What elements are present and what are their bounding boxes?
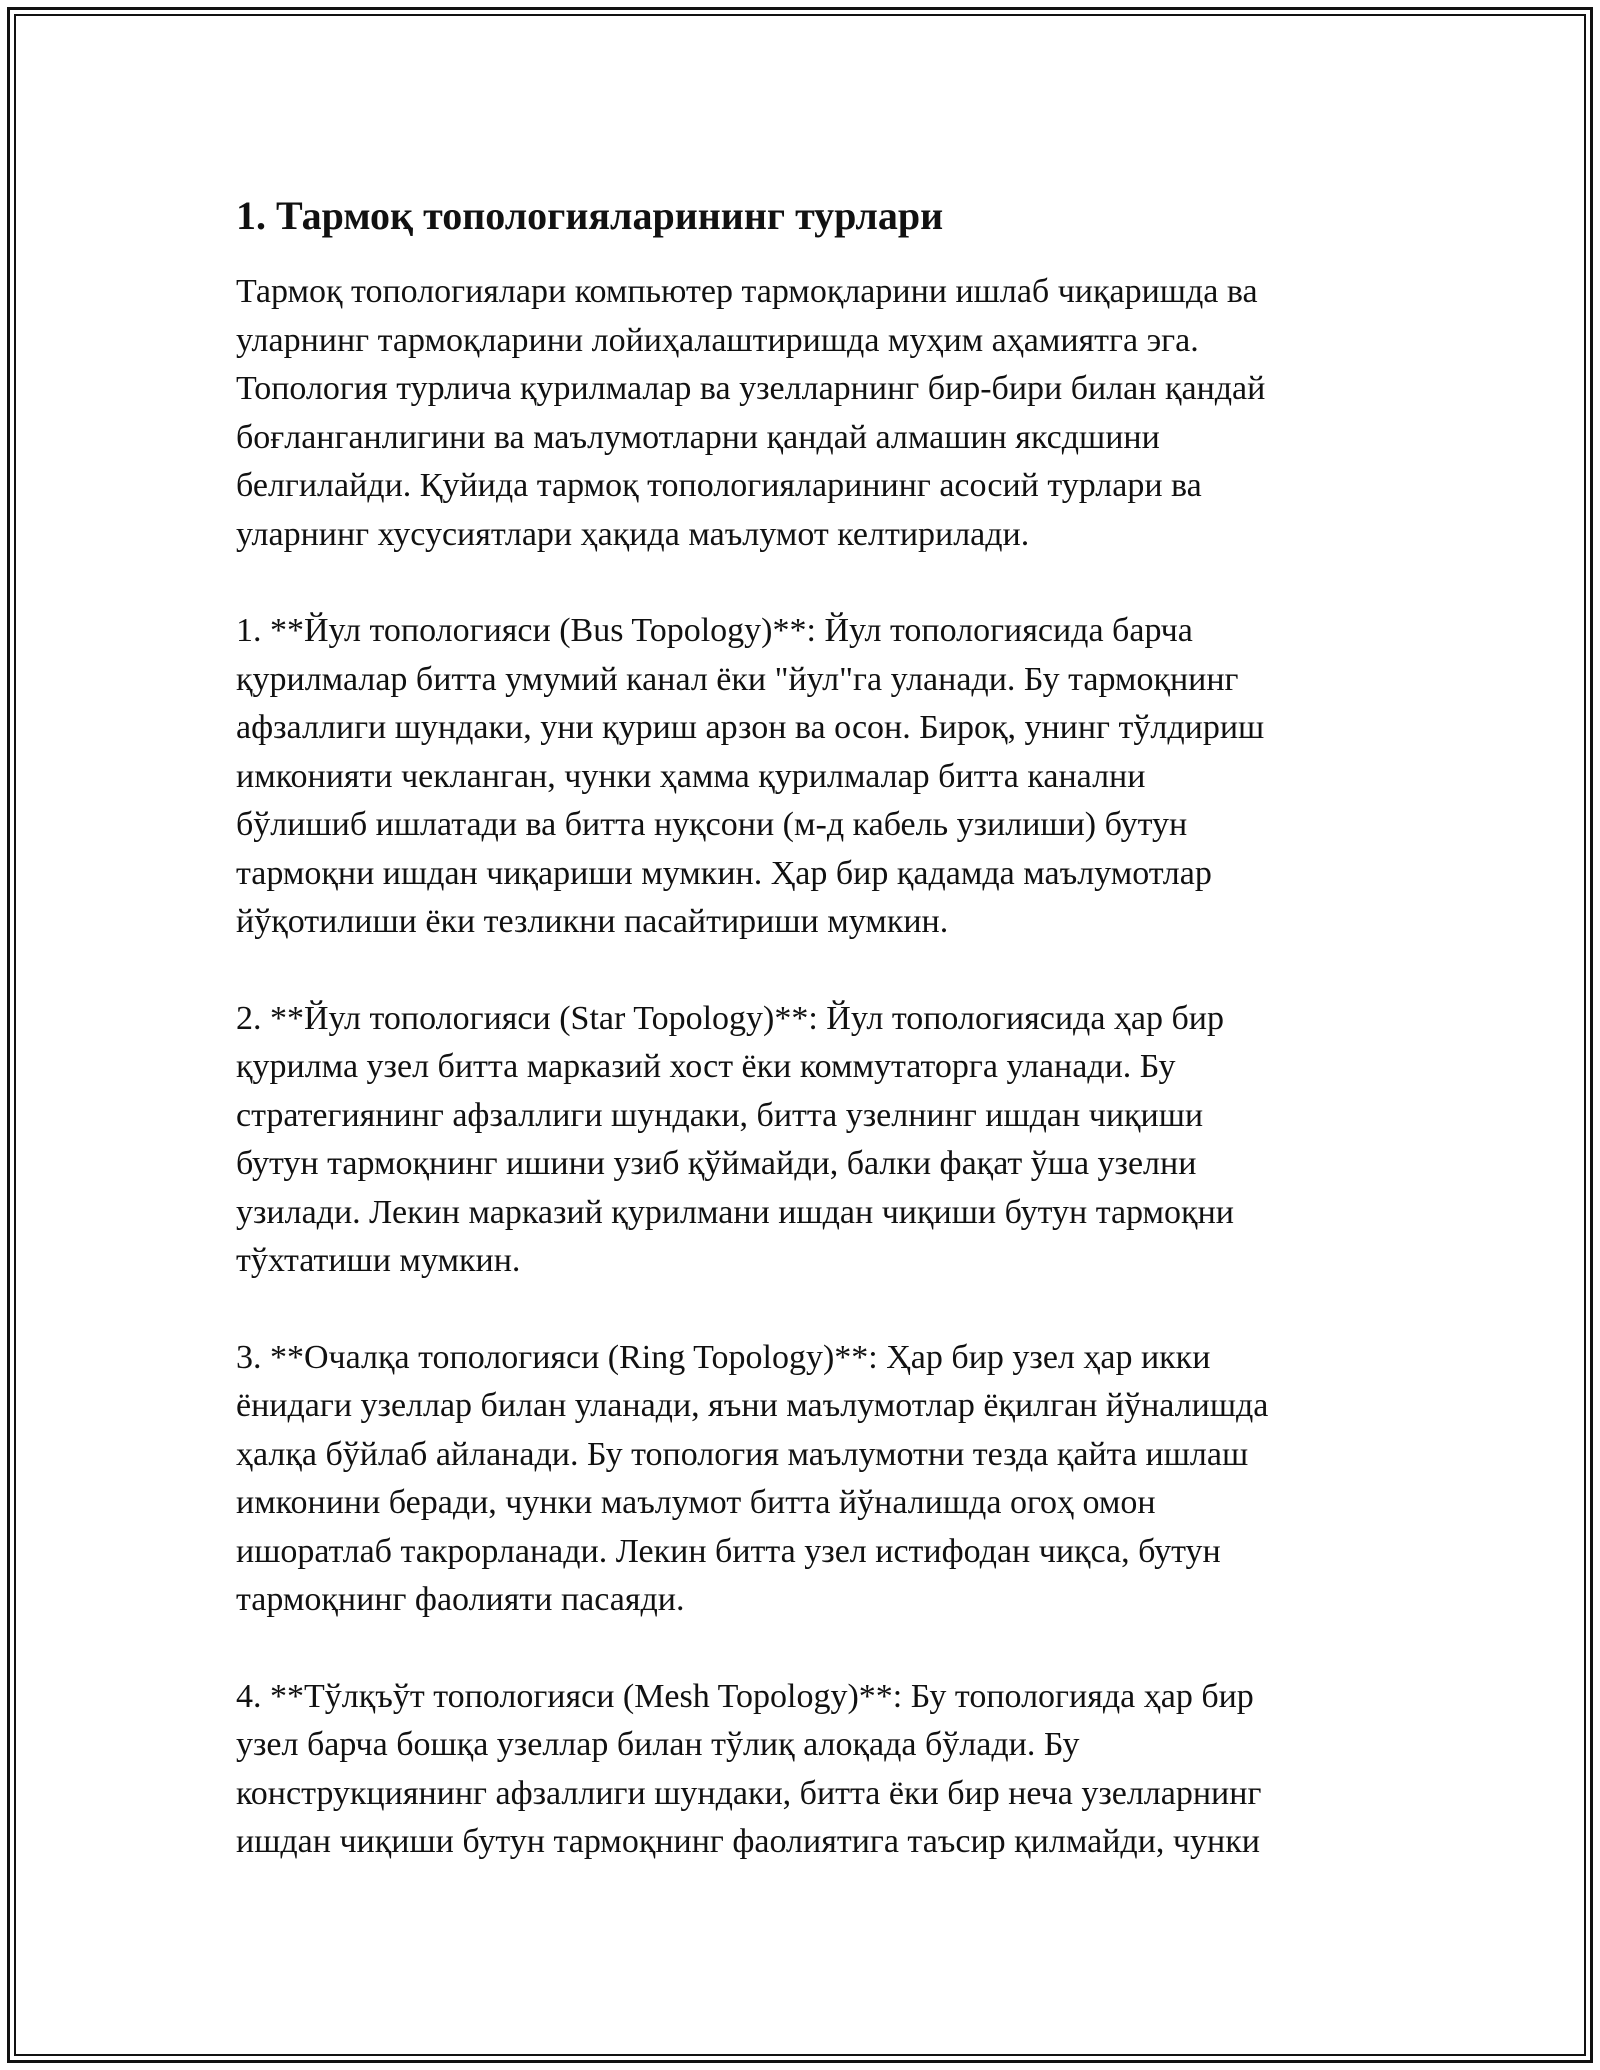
paragraph-line: узел барча бошқа узеллар билан тўлиқ алоқада бўлади. Бу — [236, 1726, 1080, 1763]
paragraph-line: Топология турлича қурилмалар ва узелларнинг бир-бири билан қандай — [236, 370, 1266, 407]
mesh-topology-paragraph — [236, 1673, 1366, 1867]
paragraph-line: ишдан чиқиши бутун тармоқнинг фаолиятига таъсир қилмайди, чунки — [236, 1823, 1260, 1860]
paragraph-line: ёнидаги узеллар билан уланади, яъни маълумотлар ёқилган йўналишда — [236, 1387, 1269, 1424]
paragraph-line: Тармоқ топологиялари компьютер тармоқларини ишлаб чиқаришда ва — [236, 273, 1258, 310]
document-page — [236, 188, 1366, 1915]
paragraph-line: қурилма узел битта марказий хост ёки коммутаторга уланади. Бу — [236, 1048, 1176, 1085]
paragraph-line: бутун тармоқнинг ишини узиб қўймайди, балки фақат ўша узелни — [236, 1145, 1197, 1182]
paragraph-line: боғланганлигини ва маълумотларни қандай алмашин яксдшини — [236, 418, 1160, 456]
paragraph-line: стратегиянинг афзаллиги шундаки, битта узелнинг ишдан чиқиши — [236, 1096, 1204, 1134]
paragraph-line: 4. **Тўлқъўт топологияси (Mesh Topology)**: Бу топологияда ҳар бир — [236, 1677, 1254, 1715]
paragraph-line: белгилайди. Қуйида тармоқ топологияларининг асосий турлари ва — [236, 467, 1202, 504]
paragraph-line: имконияти чекланган, чунки ҳамма қурилмалар битта канални — [236, 757, 1146, 795]
intro-paragraph — [236, 268, 1366, 559]
ring-topology-paragraph — [236, 1334, 1366, 1625]
document-title: 1. Тармоқ топологияларининг турлари — [236, 193, 944, 238]
paragraph-line: конструкциянинг афзаллиги шундаки, битта ёки бир неча узелларнинг — [236, 1774, 1262, 1812]
paragraph-line: афзаллиги шундаки, уни қуриш арзон ва осон. Бироқ, унинг тўлдириш — [236, 709, 1265, 746]
paragraph-line: бўлишиб ишлатади ва битта нуқсони (м-д кабель узилиши) бутун — [236, 806, 1188, 843]
paragraph-line: йўқотилиши ёки тезликни пасайтириши мумкин. — [236, 903, 949, 940]
paragraph-line: 1. **Йул топологияси (Bus Topology)**: Йул топологиясида барча — [236, 612, 1193, 649]
paragraph-line: имконини беради, чунки маълумот битта йўналишда огоҳ омон — [236, 1484, 1156, 1521]
paragraph-line: уларнинг тармоқларини лойиҳалаштиришда муҳим аҳамиятга эга. — [236, 321, 1199, 359]
paragraph-line: 2. **Йул топологияси (Star Topology)**: Йул топологиясида ҳар бир — [236, 999, 1224, 1037]
star-topology-paragraph — [236, 995, 1366, 1286]
paragraph-line: узилади. Лекин марказий қурилмани ишдан чиқиши бутун тармоқни — [236, 1193, 1234, 1231]
paragraph-line: тўхтатиши мумкин. — [236, 1242, 521, 1279]
paragraph-line: қурилмалар битта умумий канал ёки "йул"га уланади. Бу тармоқнинг — [236, 660, 1239, 698]
paragraph-line: ишоратлаб такрорланади. Лекин битта узел истифодан чиқса, бутун — [236, 1532, 1221, 1570]
bus-topology-paragraph — [236, 607, 1366, 947]
paragraph-line: тармоқни ишдан чиқариши мумкин. Ҳар бир қадамда маълумотлар — [236, 854, 1212, 892]
paragraph-line: ҳалқа бўйлаб айланади. Бу топология маълумотни тезда қайта ишлаш — [236, 1435, 1249, 1473]
paragraph-line: тармоқнинг фаолияти пасаяди. — [236, 1581, 685, 1618]
paragraph-line: 3. **Очалқа топологияси (Ring Topology)**: Ҳар бир узел ҳар икки — [236, 1338, 1211, 1376]
paragraph-line: уларнинг хусусиятлари ҳақида маълумот келтирилади. — [236, 515, 1030, 553]
